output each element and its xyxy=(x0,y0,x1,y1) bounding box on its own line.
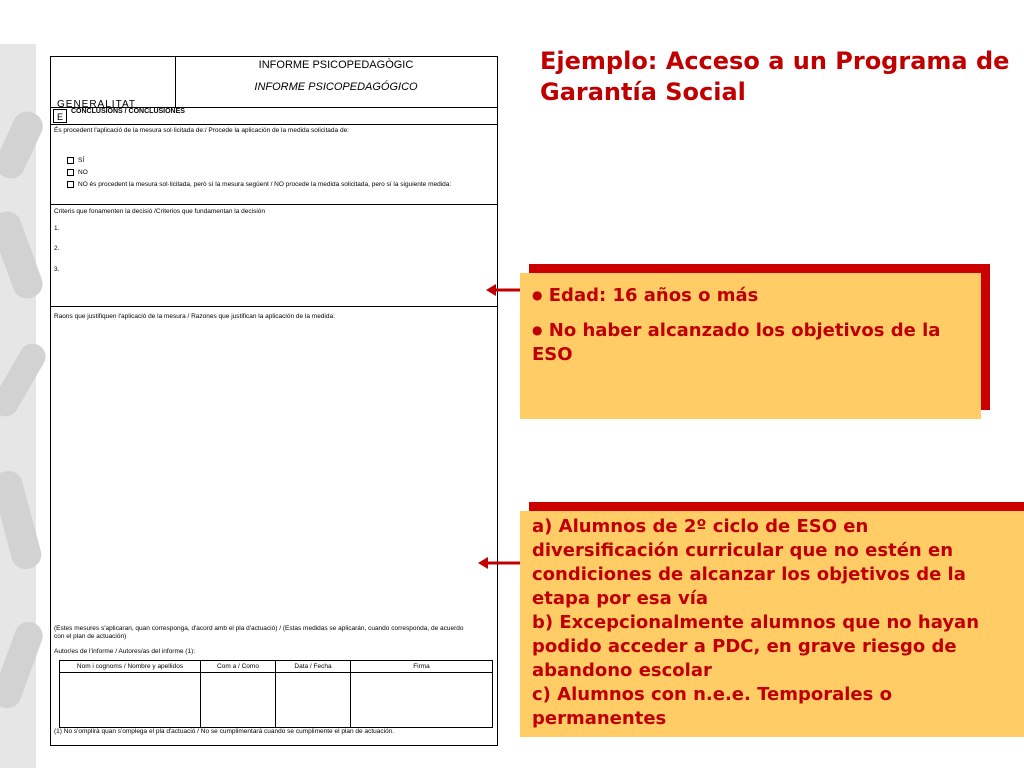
section-letter: E xyxy=(53,109,67,123)
form-header xyxy=(51,57,497,108)
option-si-label: SÍ xyxy=(78,157,85,164)
criteria-section xyxy=(51,205,497,307)
bullet-icon: ● xyxy=(532,323,543,337)
criteria-item-2: 2. xyxy=(54,245,60,252)
arrow-left-icon xyxy=(476,553,522,573)
criteria-item-3: 3. xyxy=(54,266,60,273)
plan-note-line1: (Estes mesures s'aplicaran, quan corresponga, d'acord amb el pla d'actuació) / (Estas medidas se aplicarán, cuando corresponda, de acuerdo xyxy=(54,625,464,632)
requirement-item xyxy=(532,283,969,308)
criteria-label: Criteris que fonamenten la decisió /Criterios que fundamentan la decisión xyxy=(54,208,266,215)
decorative-shape xyxy=(0,468,44,572)
generalitat-logo: GENERALITAT xyxy=(57,99,136,107)
authors-table xyxy=(59,660,493,728)
requirement-item xyxy=(532,318,969,367)
authors-label: Autor/es de l'informe / Autores/as del informe (1): xyxy=(54,648,196,655)
arrow-left-icon xyxy=(484,280,524,300)
plan-note-line2: con el plan de actuación) xyxy=(54,633,127,640)
eligibility-item-b: b) Excepcionalmente alumnos que no hayan podido acceder a PDC, en grave riesgo de abandono escolar xyxy=(532,612,980,681)
eligibility-item-a: a) Alumnos de 2º ciclo de ESO en diversificación curricular que no estén en condiciones de alcanzar los objetivos de la etapa por esa vía xyxy=(532,516,966,609)
col-header-role: Com a / Como xyxy=(201,661,276,673)
slide-title: Ejemplo: Acceso a un Programa de Garantía Social xyxy=(540,47,1010,106)
form-title-spanish: INFORME PSICOPEDAGÓGICO xyxy=(254,81,418,93)
requirements-callout xyxy=(520,273,981,419)
criteria-item-1: 1. xyxy=(54,225,60,232)
measure-question: És procedent l'aplicació de la mesura sol·licitada de:/ Procede la aplicación de la medida solicitada de: xyxy=(54,127,349,134)
cell-role[interactable] xyxy=(201,673,276,727)
decorative-shape xyxy=(0,107,47,183)
conclusions-section xyxy=(51,107,497,205)
decorative-shape xyxy=(0,339,50,421)
bullet-icon: ● xyxy=(532,288,543,302)
option-other-label: NO és procedent la mesura sol·licitada, però sí la mesura següent / NO procede la medida solicitada, pero sí la siguiente medida: xyxy=(78,181,452,188)
option-no-label: NO xyxy=(78,169,88,176)
col-header-sign: Firma xyxy=(351,661,492,673)
reasons-label: Raons que justifiquen l'aplicació de la mesura / Razones que justifican la aplicación de la medida: xyxy=(54,313,335,320)
checkbox-si[interactable] xyxy=(67,157,74,164)
section-header-row xyxy=(51,107,497,125)
eligible-students-callout xyxy=(520,511,1024,737)
requirement-text: Edad: 16 años o más xyxy=(548,285,759,306)
form-logo-cell xyxy=(51,57,176,107)
cell-name[interactable] xyxy=(60,673,201,727)
form-title-catalan: INFORME PSICOPEDAGÒGIC xyxy=(258,59,414,71)
eligibility-item-c: c) Alumnos con n.e.e. Temporales o permanentes xyxy=(532,684,892,729)
decorative-shape xyxy=(0,208,46,303)
checkbox-other-measure[interactable] xyxy=(67,181,74,188)
col-header-date: Data / Fecha xyxy=(276,661,351,673)
decorative-shape xyxy=(0,618,47,712)
cell-sign[interactable] xyxy=(351,673,492,727)
cell-date[interactable] xyxy=(276,673,351,727)
form-footnote: (1) No s'omplirà quan s'omplega el pla d'actuació / No se cumplimentará cuando se cumplimente el plan de actuación. xyxy=(54,728,395,735)
decorative-side-strip xyxy=(0,0,36,768)
checkbox-no[interactable] xyxy=(67,169,74,176)
psychopedagogical-report-form xyxy=(50,56,498,746)
section-label: CONCLUSIONS / CONCLUSIONES xyxy=(71,108,185,115)
top-white-band xyxy=(0,0,1024,44)
col-header-name: Nom i cognoms / Nombre y apellidos xyxy=(60,661,201,673)
requirement-text: No haber alcanzado los objetivos de la ESO xyxy=(532,320,941,365)
